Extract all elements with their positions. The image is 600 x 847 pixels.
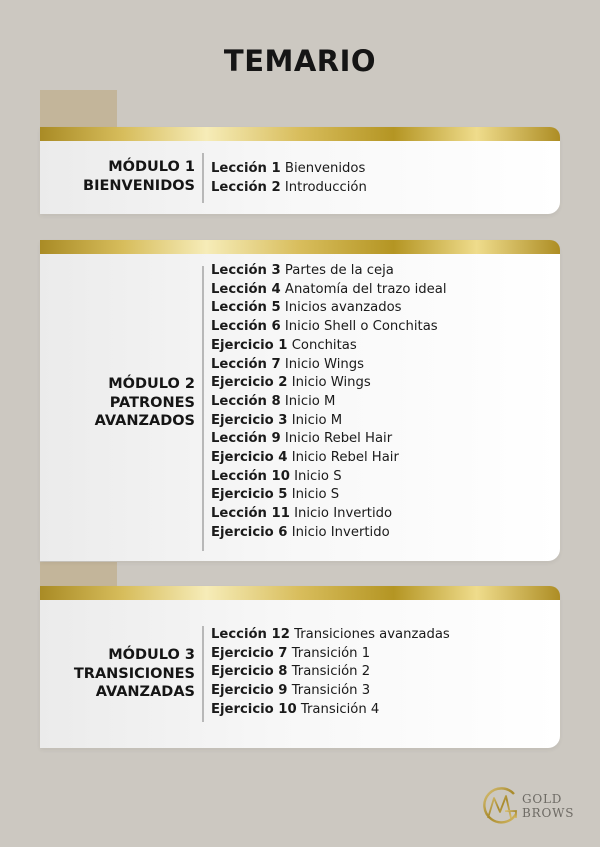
module-3-label [40,646,195,702]
list-item: Ejercicio 3 Inicio M [211,412,343,428]
gold-bar [40,240,560,254]
module-label-line: BIENVENIDOS [83,177,195,194]
list-item: Ejercicio 8 Transición 2 [211,664,371,680]
module-3-lessons [211,626,450,720]
module-2-lessons [211,262,447,543]
list-item: Ejercicio 4 Inicio Rebel Hair [211,450,399,466]
list-item: Lección 1 Bienvenidos [211,161,366,176]
module-label-line: MÓDULO 1 [108,159,195,175]
module-label-line: MÓDULO 2 [108,376,195,392]
list-item: Lección 4 Anatomía del trazo ideal [211,281,447,297]
list-item: Lección 6 Inicio Shell o Conchitas [211,319,438,335]
module-label-line: MÓDULO 3 [108,647,195,663]
logo-text-line: BROWS [522,806,575,820]
gold-brows-monogram-icon [478,784,522,828]
page-title: TEMARIO [223,44,377,78]
module-1-lessons [211,160,367,197]
module-1-card [40,127,560,214]
list-item: Ejercicio 7 Transición 1 [211,645,371,661]
list-item: Ejercicio 10 Transición 4 [211,701,380,717]
list-item: Lección 12 Transiciones avanzadas [211,627,450,642]
list-item: Lección 9 Inicio Rebel Hair [211,431,393,447]
gold-brows-logo [478,784,578,828]
logo-wordmark [522,792,574,820]
module-label-line: AVANZADOS [94,413,195,429]
module-2-card [40,240,560,561]
logo-text-line: GOLD [522,792,563,806]
list-item: Ejercicio 5 Inicio S [211,487,340,503]
list-item: Ejercicio 6 Inicio Invertido [211,524,390,540]
list-item: Lección 7 Inicio Wings [211,356,365,372]
module-label-line: PATRONES [109,394,195,411]
module-2-label [40,375,195,431]
module-label-line: TRANSICIONES [73,665,195,682]
list-item: Ejercicio 9 Transición 3 [211,683,371,699]
divider [202,153,204,203]
list-item: Lección 5 Inicios avanzados [211,300,402,316]
list-item: Ejercicio 1 Conchitas [211,337,357,353]
list-item: Lección 11 Inicio Invertido [211,506,393,522]
list-item: Lección 2 Introducción [211,179,367,195]
list-item: Lección 10 Inicio S [211,468,342,484]
list-item: Lección 8 Inicio M [211,393,336,409]
module-1-label [40,158,195,195]
list-item: Ejercicio 2 Inicio Wings [211,375,371,391]
module-label-line: AVANZADAS [95,684,195,700]
divider [202,626,204,722]
list-item: Lección 3 Partes de la ceja [211,263,394,278]
module-3-card [40,586,560,748]
gold-bar [40,127,560,141]
divider [202,266,204,551]
gold-bar [40,586,560,600]
